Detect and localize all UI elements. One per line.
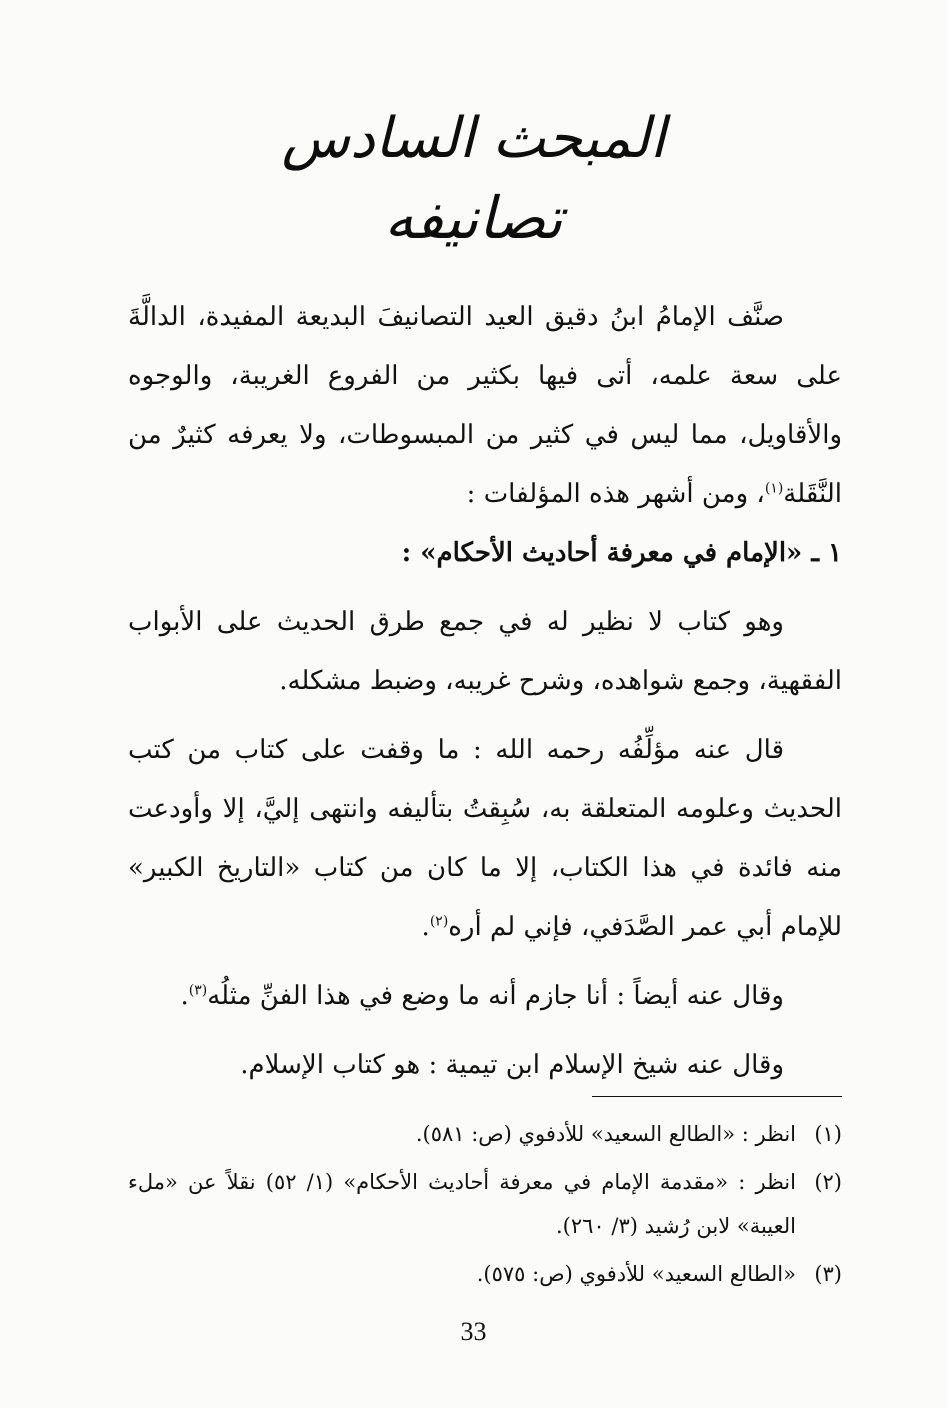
paragraph-2 [128,721,842,957]
footnote-ref-1: (١) [764,480,784,497]
footnote-number: (٢) [814,1170,842,1194]
section-title: المبحث السادس [281,106,666,171]
footnote [128,1160,842,1248]
intro-paragraph [128,288,842,524]
footnote [128,1112,842,1156]
footnote-text: انظر : «الطالع السعيد» للأدفوي (ص: ٥٨١). [415,1122,796,1146]
book-heading-1: ١ ـ «الإمام في معرفة أحاديث الأحكام» : [401,538,842,568]
paragraph-4: وقال عنه شيخ الإسلام ابن تيمية : هو كتاب الإسلام. [240,1050,784,1080]
footnote-ref-3: (٣) [188,982,208,999]
body-text [128,288,842,1095]
footnote-text: انظر : «مقدمة الإمام في معرفة أحاديث الأحكام» (١/ ٥٢) نقلاً عن «ملء العيبة» لابن رُشيد (٣/ ٢٦٠). [128,1170,796,1238]
paragraph-2-text: قال عنه مؤلِّفُه رحمه الله : ما وقفت على كتاب من كتب الحديث وعلومه المتعلقة به، سُبِقتُ بتأليفه وانتهى إليَّ، إلا وأودعت منه فائدة في هذا الكتاب، إلا ما كان من كتاب «التاريخ الكبير» للإمام أبي عمر الصَّدَفي، فإني لم أره [128,735,842,942]
paragraph-3 [128,967,842,1026]
footnotes [128,1112,842,1300]
footnote-number: (٣) [814,1262,842,1286]
footnote-ref-2: (٢) [429,913,449,930]
footnote-number: (١) [814,1122,842,1146]
paragraph-3-text: وقال عنه أيضاً : أنا جازم أنه ما وضع في هذا الفنِّ مثلُه [207,981,784,1011]
section-subtitle: تصانيفه [384,184,563,252]
paragraph-3-end: . [180,981,189,1011]
footnote-text: «الطالع السعيد» للأدفوي (ص: ٥٧٥). [476,1262,796,1286]
page-number: 33 [460,1317,487,1346]
paragraph-1: وهو كتاب لا نظير له في جمع طرق الحديث على الأبواب الفقهية، وجمع شواهده، وشرح غريبه، وضبط مشكله. [128,607,842,696]
intro-text: صنَّف الإمامُ ابنُ دقيق العيد التصانيفَ البديعة المفيدة، الدالَّةَ على سعة علمه، أتى فيها بكثير من الفروع الغريبة، والوجوه والأقاويل، مما ليس في كثير من المبسوطات، ولا يعرفه كثيرٌ من النَّقَلة [128,302,842,509]
paragraph-2-end: . [421,912,430,942]
intro-end: ، ومن أشهر هذه المؤلفات : [466,479,765,509]
footnote-separator [592,1096,842,1097]
footnote [128,1252,842,1296]
